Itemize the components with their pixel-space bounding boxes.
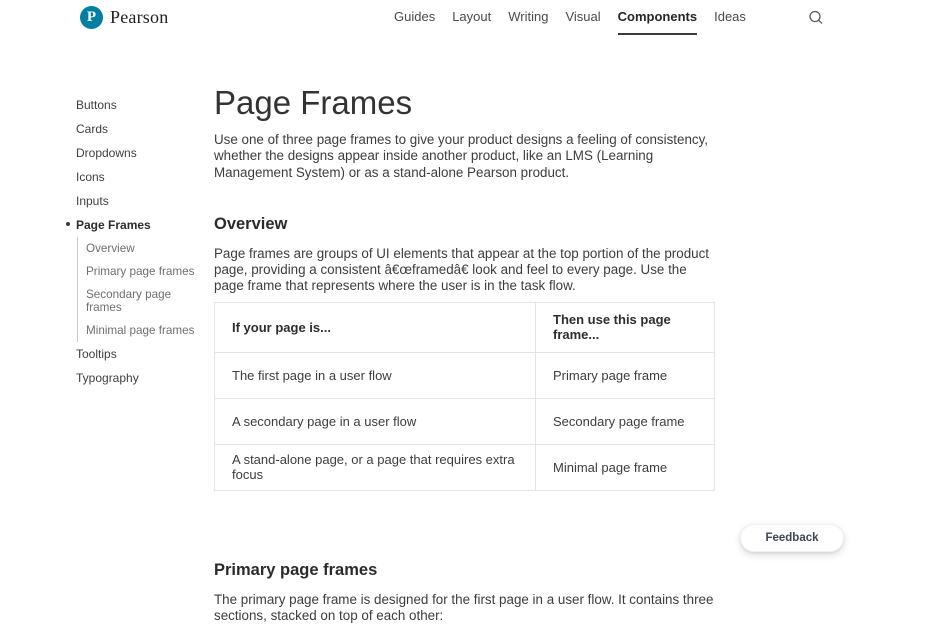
page-title: Page Frames (214, 84, 413, 121)
overview-heading: Overview (214, 214, 288, 233)
sidebar-item-icons[interactable]: Icons (76, 170, 105, 184)
search-button[interactable] (804, 7, 828, 31)
sidebar-subitem-primary-page-frames[interactable]: Primary page frames (86, 265, 195, 278)
nav-item-ideas[interactable]: Ideas (714, 9, 746, 24)
sidebar-subitem-secondary-page-frames[interactable]: Secondary page frames (86, 288, 172, 314)
table-header-if: If your page is... (215, 302, 536, 352)
pearson-logo[interactable] (80, 6, 168, 29)
table-row (215, 444, 715, 490)
table-cell: The first page in a user flow (215, 352, 536, 398)
table-row (215, 398, 715, 444)
nav-item-guides[interactable]: Guides (394, 9, 436, 24)
intro-paragraph: Use one of three page frames to give your product designs a feeling of consistency, whether the designs appear inside another product, like an LMS (Learning Management System) or as a stand-alone Pearson product. (214, 131, 709, 180)
primary-page-frames-paragraph: The primary page frame is designed for the first page in a user flow. It contains three sections, stacked on top of each other: (214, 591, 714, 624)
feedback-button[interactable]: Feedback (740, 524, 844, 552)
sidebar-item-page-frames[interactable] (0, 213, 205, 237)
table-cell: A secondary page in a user flow (215, 398, 536, 444)
primary-page-frames-heading: Primary page frames (214, 560, 378, 579)
sidebar-subgroup (77, 237, 205, 342)
pearson-logo-icon: P (80, 6, 103, 29)
component-sidebar (0, 93, 205, 390)
table-header-then: Then use this page frame... (536, 302, 715, 352)
nav-item-components[interactable]: Components (618, 9, 697, 35)
sidebar-subitem-overview[interactable]: Overview (86, 242, 135, 255)
sidebar-item-cards[interactable]: Cards (76, 122, 109, 136)
nav-item-writing[interactable]: Writing (508, 9, 549, 24)
sidebar-subitem-minimal-page-frames[interactable]: Minimal page frames (86, 324, 195, 337)
pearson-wordmark: Pearson (110, 7, 169, 27)
nav-item-layout[interactable]: Layout (452, 9, 492, 24)
sidebar-item-dropdowns[interactable]: Dropdowns (76, 146, 137, 160)
primary-nav (394, 9, 746, 35)
search-icon (807, 9, 825, 27)
table-cell: Primary page frame (536, 352, 715, 398)
page-frames-table (214, 302, 715, 491)
table-row (215, 352, 715, 398)
table-header-row (215, 302, 715, 352)
sidebar-item-inputs[interactable]: Inputs (76, 194, 109, 208)
table-cell: Secondary page frame (536, 398, 715, 444)
table-cell: Minimal page frame (536, 444, 715, 490)
main-content (214, 84, 714, 624)
sidebar-item-typography[interactable]: Typography (76, 371, 139, 385)
overview-paragraph: Page frames are groups of UI elements that appear at the top portion of the product page, providing a consistent â€œframedâ€ look and feel to every page. Use the page frame that represents where the user is in the task flow. (214, 245, 710, 294)
sidebar-item-label: Page Frames (76, 218, 151, 232)
sidebar-item-buttons[interactable]: Buttons (76, 98, 117, 112)
top-header (0, 0, 928, 46)
table-cell: A stand-alone page, or a page that requires extra focus (215, 444, 536, 490)
nav-item-visual[interactable]: Visual (565, 9, 601, 24)
active-bullet-icon (66, 222, 70, 226)
sidebar-item-tooltips[interactable]: Tooltips (76, 347, 117, 361)
